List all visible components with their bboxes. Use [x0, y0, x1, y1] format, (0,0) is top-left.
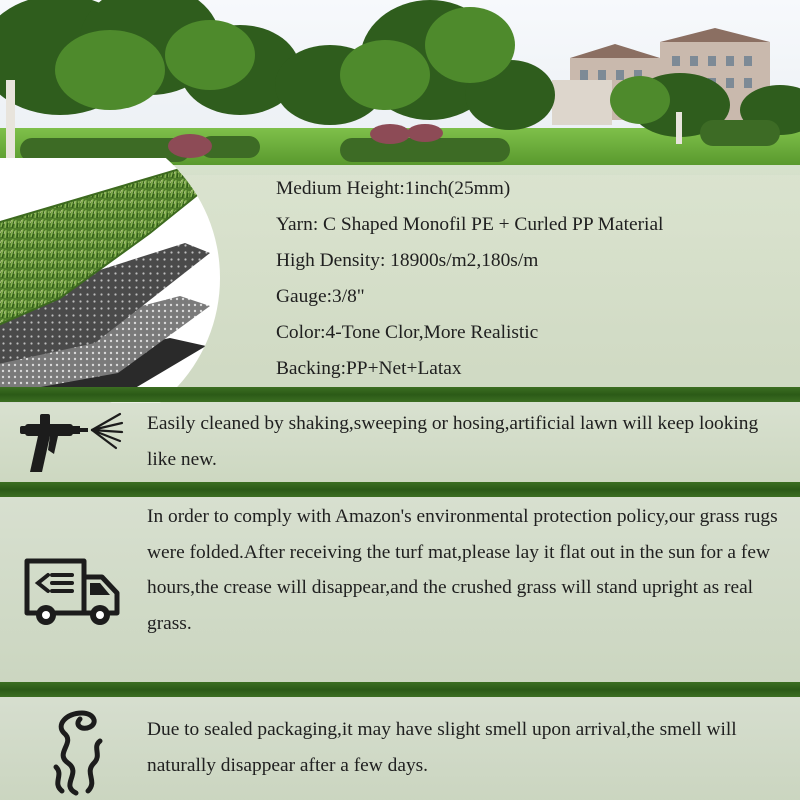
smell-odor-icon: [42, 705, 112, 800]
feature-cleaning: [0, 402, 800, 482]
spec-list: [276, 171, 663, 387]
feature-cleaning-text: Easily cleaned by shaking,sweeping or hosing,artificial lawn will keep looking like new.: [147, 413, 759, 470]
spray-gun-icon: [20, 410, 125, 481]
spec-height: Medium Height:1inch(25mm): [276, 178, 511, 199]
feature-smell: [0, 697, 800, 800]
park-scene-image: [0, 0, 800, 175]
feature-folding: [0, 497, 800, 682]
spec-density: High Density: 18900s/m2,180s/m: [276, 250, 539, 271]
spec-yarn: Yarn: C Shaped Monofil PE + Curled PP Material: [276, 214, 664, 235]
spec-color: Color:4-Tone Clor,More Realistic: [276, 322, 539, 343]
turf-layers-image: [0, 158, 270, 403]
grass-divider: [0, 387, 800, 402]
grass-divider: [0, 682, 800, 697]
feature-smell-text: Due to sealed packaging,it may have slight smell upon arrival,the smell will naturally disappear after a few days.: [147, 719, 737, 776]
feature-folding-text: In order to comply with Amazon's environmental protection policy,our grass rugs were folded.After receiving the turf mat,please lay it flat out in the sun for a few hours,the crease will disappear,and the crushed grass will stand upright as real grass.: [147, 506, 778, 634]
spec-gauge: Gauge:3/8": [276, 286, 365, 307]
delivery-truck-icon: [22, 553, 122, 636]
spec-backing: Backing:PP+Net+Latax: [276, 358, 462, 379]
grass-divider: [0, 482, 800, 497]
